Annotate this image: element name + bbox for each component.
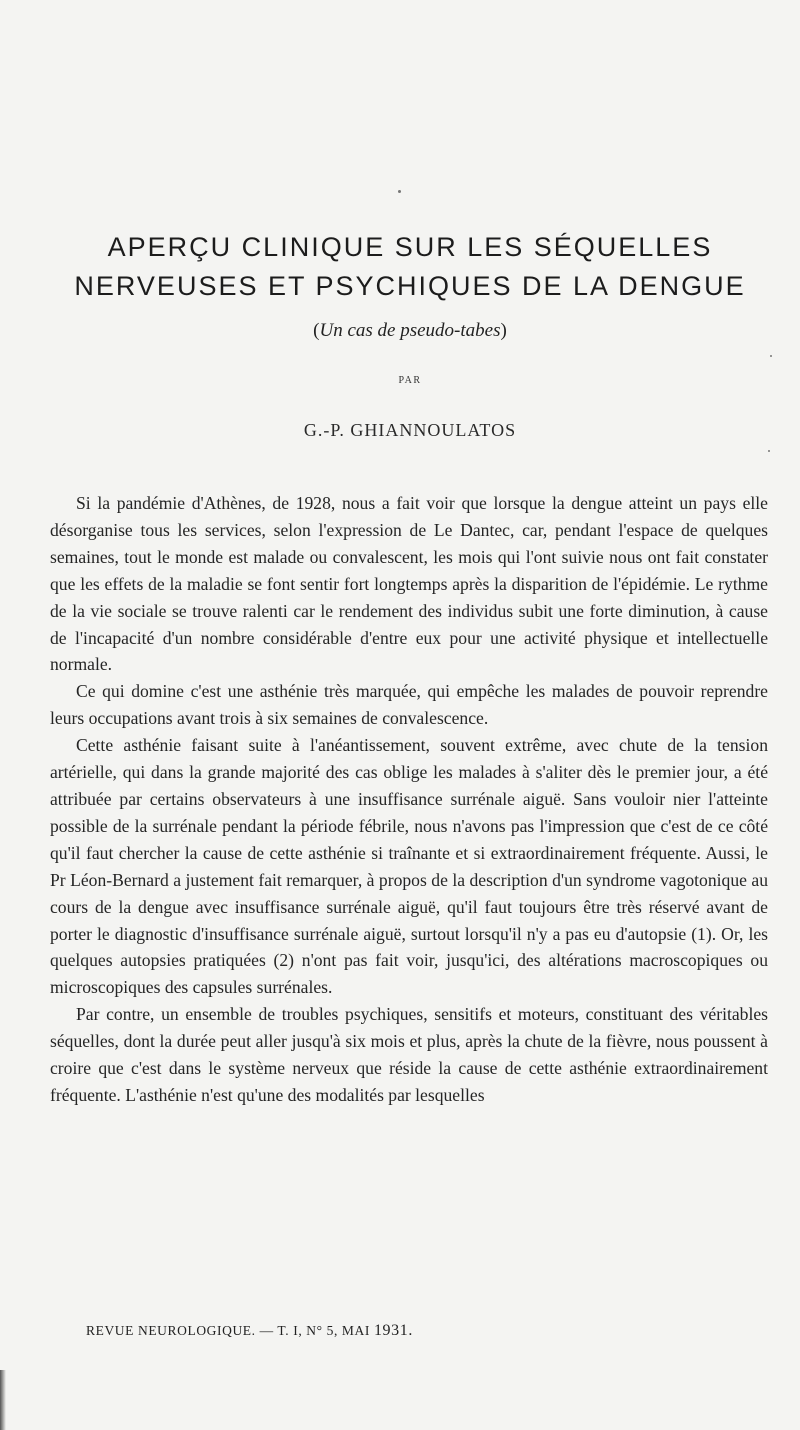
byline-label: PAR [398,375,422,386]
speck-mark [768,450,770,452]
page-edge-shadow [0,1370,6,1430]
body-paragraph: Ce qui domine c'est une asthénie très marquée, qui empêche les malades de pouvoir reprendre leurs occupations avant trois à six semaines de convalescence. [50,681,768,729]
body-paragraph: Si la pandémie d'Athènes, de 1928, nous a fait voir que lorsque la dengue atteint un pays elle désorganise tous les services, selon l'expression de Le Dantec, car, pendant l'espace de quelques semaines, tout le monde est malade ou convalescent, les mois qui l'ont suivie nous ont fait constater que les effets de la maladie se font sentir fort longtemps après la disparition de l'épidémie. Le rythme de la vie sociale se trouve ralenti car le rendement des individus subit une forte diminution, à cause de l'incapacité d'un nombre considérable d'entre eux pour une activité physique et intellectuelle normale. [50,493,768,675]
article-subtitle: (Un cas de pseudo-tabes) [313,320,507,341]
journal-year: 1931. [373,1322,413,1339]
article-body [50,490,768,1109]
journal-footer [86,1322,413,1340]
speck-mark [398,190,401,193]
body-paragraph: Cette asthénie faisant suite à l'anéantissement, souvent extrême, avec chute de la tension artérielle, qui dans la grande majorité des cas oblige les malades à s'aliter dès le premier jour, a été attribuée par certains observateurs à une insuffisance surrénale aiguë. Sans vouloir nier l'atteinte possible de la surrénale pendant la période fébrile, nous n'avons pas l'impression que c'est de ce côté qu'il faut chercher la cause de cette asthénie si traînante et si extraordinairement fréquente. Aussi, le Pr Léon-Bernard a justement fait remarquer, à propos de la description d'un syndrome vagotonique au cours de la dengue avec insuffisance surrénale aiguë, qu'il faut toujours être très réservé avant de porter le diagnostic d'insuffisance surrénale aiguë, surtout lorsqu'il n'y a pas eu d'autopsie (1). Or, les quelques autopsies pratiquées (2) n'ont pas fait voir, jusqu'ici, des altérations macroscopiques ou microscopiques des capsules surrénales. [50,735,768,998]
journal-citation: REVUE NEUROLOGIQUE. — T. I, N° 5, MAI [86,1323,370,1338]
article-title-line-2: NERVEUSES ET PSYCHIQUES DE LA DENGUE [74,271,746,301]
author-name: G.-P. GHIANNOULATOS [303,420,517,440]
body-paragraph: Par contre, un ensemble de troubles psychiques, sensitifs et moteurs, constituant des véritables séquelles, dont la durée peut aller jusqu'à six mois et plus, après la chute de la fièvre, nous poussent à croire que c'est dans le système nerveux que réside la cause de cette asthénie extraordinairement fréquente. L'asthénie n'est qu'une des modalités par lesquelles [50,1004,768,1105]
article-title-line-1: APERÇU CLINIQUE SUR LES SÉQUELLES [107,232,713,262]
speck-mark [770,355,772,357]
